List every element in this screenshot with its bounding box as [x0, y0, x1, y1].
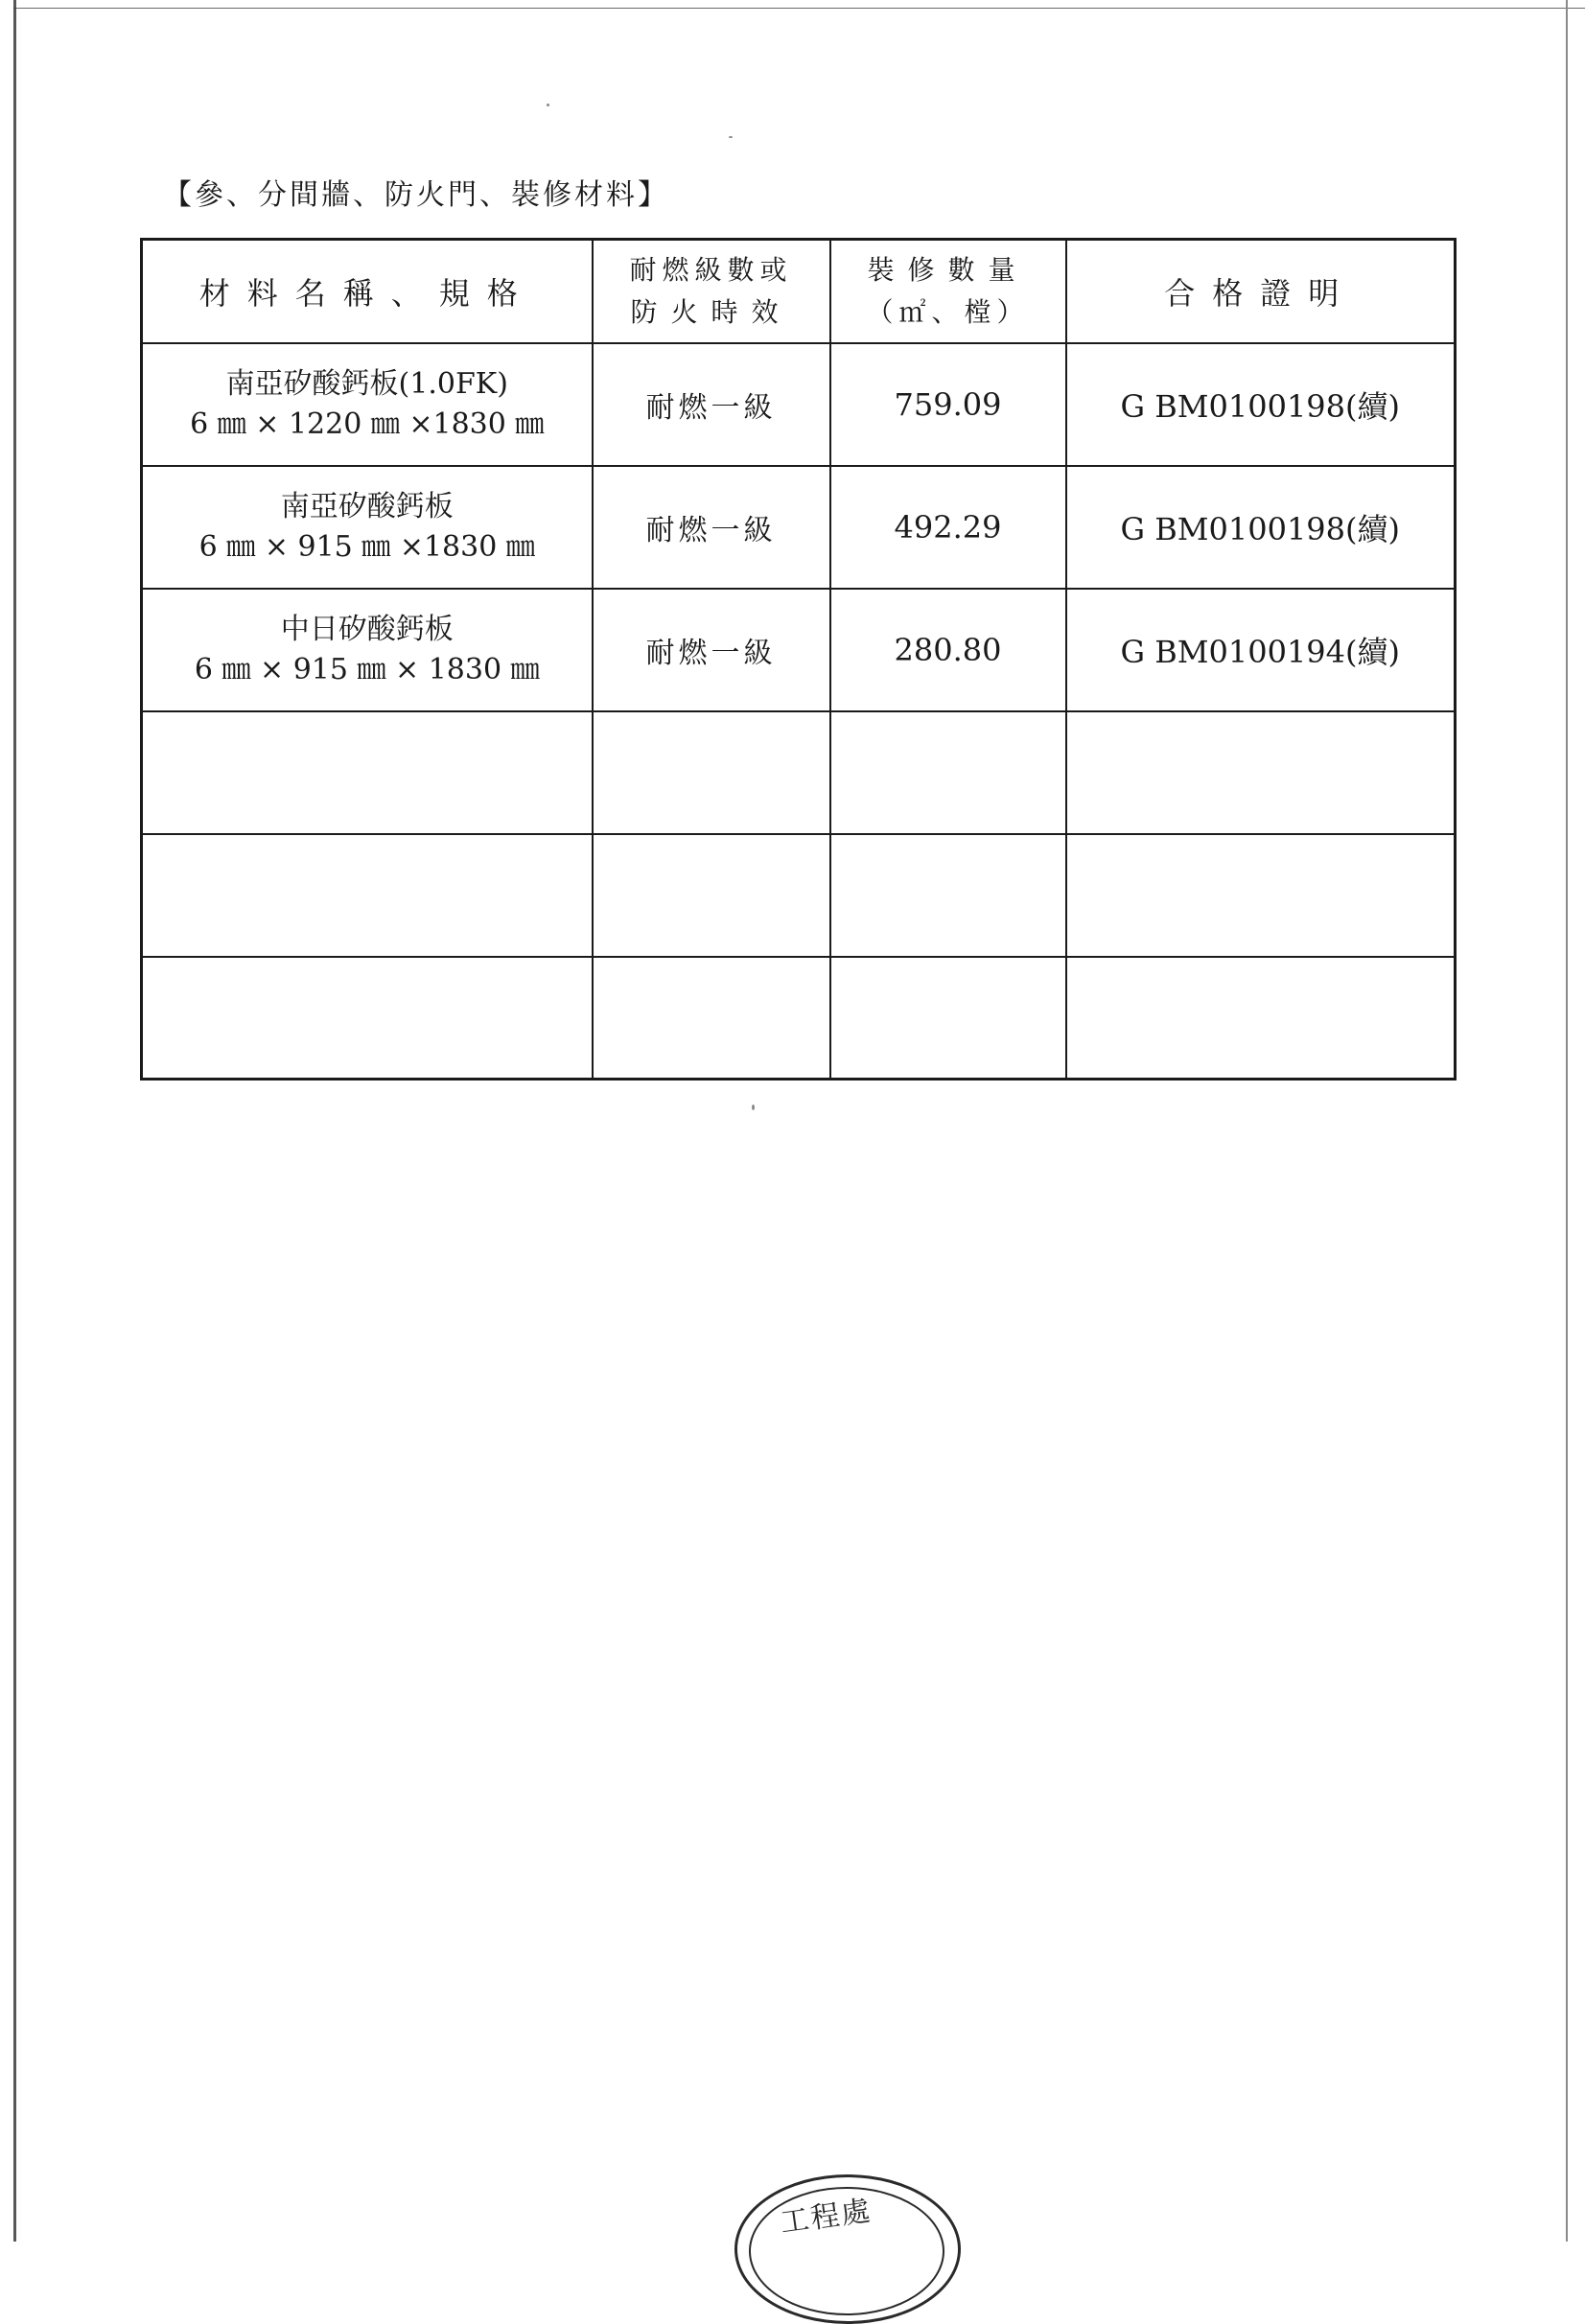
- empty-cell: [1066, 834, 1456, 957]
- empty-cell: [593, 711, 830, 834]
- table-row-empty: [142, 957, 1456, 1080]
- table-row: [142, 589, 1456, 711]
- header-fire-rating-line1: 耐燃級數或: [629, 253, 793, 286]
- empty-cell: [593, 957, 830, 1080]
- table-header-row: [142, 240, 1456, 343]
- cell-material-name: [142, 343, 593, 466]
- scan-speck: [547, 104, 549, 106]
- empty-cell: [830, 834, 1066, 957]
- scan-edge-right: [1566, 0, 1568, 2242]
- material-name: 南亞矽酸鈣板(1.0FK): [225, 366, 508, 401]
- table-row-empty: [142, 834, 1456, 957]
- cell-fire-rating: 耐燃一級: [593, 466, 830, 589]
- empty-cell: [142, 834, 593, 957]
- empty-cell: [830, 957, 1066, 1080]
- header-quantity: [830, 240, 1066, 343]
- cell-certificate: G BM0100198(續): [1066, 466, 1456, 589]
- header-fire-rating: [593, 240, 830, 343]
- cell-certificate: G BM0100198(續): [1066, 343, 1456, 466]
- empty-cell: [142, 957, 593, 1080]
- material-spec: 6 ㎜ × 1220 ㎜ ×1830 ㎜: [190, 407, 545, 441]
- official-seal: [734, 2174, 961, 2324]
- header-certificate: 合格證明: [1066, 240, 1456, 343]
- empty-cell: [1066, 957, 1456, 1080]
- material-name: 中日矽酸鈣板: [280, 612, 454, 646]
- table-row: [142, 343, 1456, 466]
- empty-cell: [1066, 711, 1456, 834]
- cell-fire-rating: 耐燃一級: [593, 343, 830, 466]
- header-material-name: 材料名稱、規格: [142, 240, 593, 343]
- table-row-empty: [142, 711, 1456, 834]
- material-spec: 6 ㎜ × 915 ㎜ × 1830 ㎜: [194, 652, 540, 686]
- empty-cell: [593, 834, 830, 957]
- cell-fire-rating: 耐燃一級: [593, 589, 830, 711]
- section-title: 【參、分間牆、防火門、裝修材料】: [163, 178, 669, 212]
- seal-text: 工程處: [778, 2194, 874, 2241]
- material-spec: 6 ㎜ × 915 ㎜ ×1830 ㎜: [198, 529, 535, 564]
- header-quantity-line1: 裝修數量: [867, 253, 1029, 286]
- material-name: 南亞矽酸鈣板: [280, 489, 454, 523]
- cell-certificate: G BM0100194(續): [1066, 589, 1456, 711]
- cell-material-name: [142, 466, 593, 589]
- header-quantity-line2: （㎡、樘）: [866, 295, 1030, 328]
- cell-quantity: 759.09: [830, 343, 1066, 466]
- header-fire-rating-line2: 防火時效: [630, 295, 792, 328]
- scan-speck: [729, 136, 733, 138]
- scan-speck: [752, 1104, 755, 1110]
- cell-material-name: [142, 589, 593, 711]
- scan-edge-top: [13, 8, 1585, 9]
- table-row: [142, 466, 1456, 589]
- cell-quantity: 492.29: [830, 466, 1066, 589]
- empty-cell: [830, 711, 1066, 834]
- cell-quantity: 280.80: [830, 589, 1066, 711]
- empty-cell: [142, 711, 593, 834]
- scan-edge-left: [13, 0, 16, 2242]
- materials-table: [140, 238, 1457, 1081]
